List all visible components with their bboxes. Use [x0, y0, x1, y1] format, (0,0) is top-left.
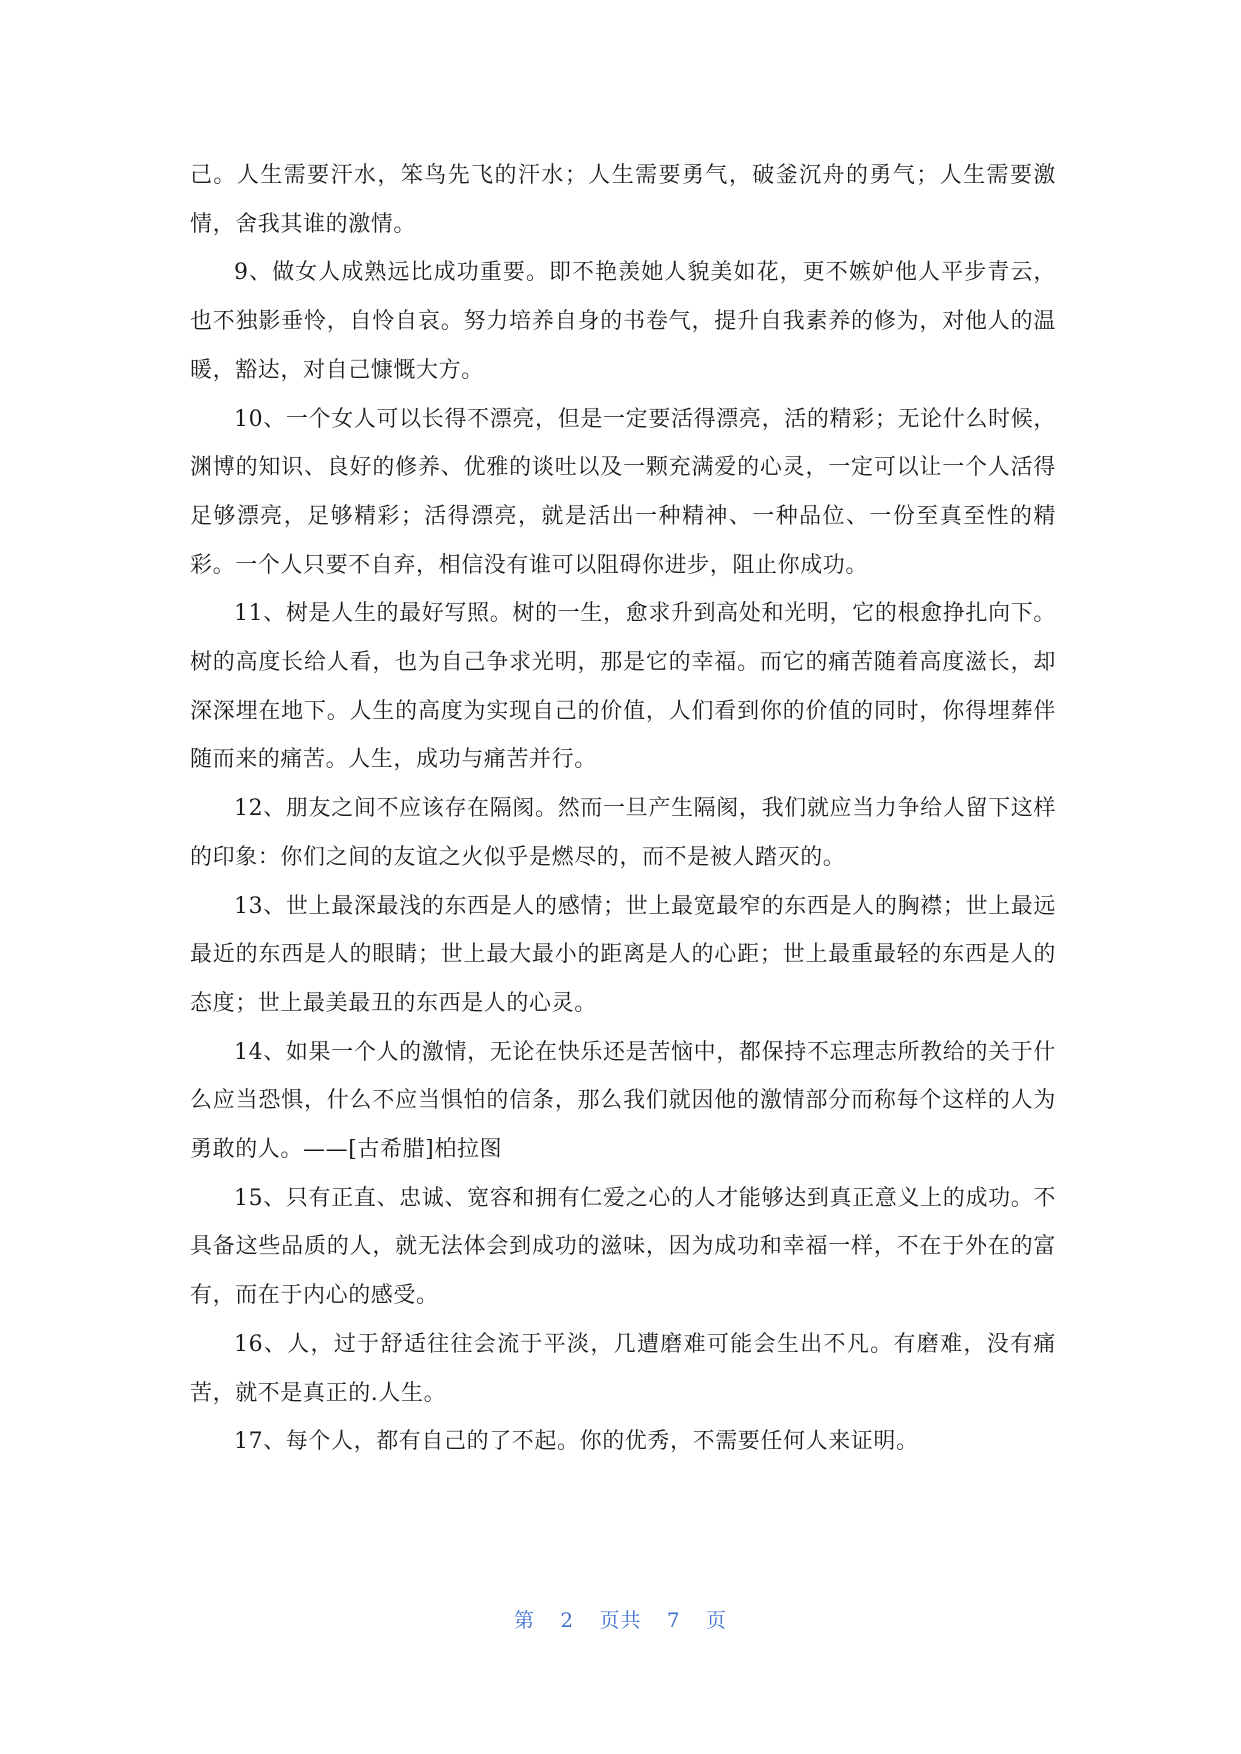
- footer-total-pages: 7: [666, 1608, 681, 1632]
- footer-prefix: 第: [514, 1608, 536, 1632]
- paragraph-11: 11、树是人生的最好写照。树的一生，愈求升到高处和光明，它的根愈挣扎向下。树的高度长给人看，也为自己争求光明，那是它的幸福。而它的痛苦随着高度滋长，却深深埋在地下。人生的高度为实现自己的价值，人们看到你的价值的同时，你得埋葬伴随而来的痛苦。人生，成功与痛苦并行。: [190, 601, 1056, 773]
- footer-middle: 页共: [599, 1608, 642, 1632]
- paragraph-10: 10、一个女人可以长得不漂亮，但是一定要活得漂亮，活的精彩；无论什么时候，渊博的知识、良好的修养、优雅的谈吐以及一颗充满爱的心灵，一定可以让一个人活得足够漂亮，足够精彩；活得漂亮，就是活出一种精神、一种品位、一份至真至性的精彩。一个人只要不自弃，相信没有谁可以阻碍你进步，阻止你成功。: [190, 406, 1056, 578]
- paragraph-12: 12、朋友之间不应该存在隔阂。然而一旦产生隔阂，我们就应当力争给人留下这样的印象：你们之间的友谊之火似乎是燃尽的，而不是被人踏灭的。: [190, 796, 1056, 870]
- paragraph-15: 15、只有正直、忠诚、宽容和拥有仁爱之心的人才能够达到真正意义上的成功。不具备这些品质的人，就无法体会到成功的滋味，因为成功和幸福一样，不在于外在的富有，而在于内心的感受。: [190, 1185, 1056, 1309]
- paragraph-17: 17、每个人，都有自己的了不起。你的优秀，不需要任何人来证明。: [234, 1429, 919, 1455]
- footer-current-page: 2: [560, 1608, 575, 1632]
- paragraph-16: 16、人，过于舒适往往会流于平淡，几遭磨难可能会生出不凡。有磨难，没有痛苦，就不是真正的.人生。: [190, 1331, 1056, 1406]
- paragraph-9: 9、做女人成熟远比成功重要。即不艳羡她人貌美如花，更不嫉妒他人平步青云，也不独影垂怜，自怜自哀。努力培养自身的书卷气，提升自我素养的修为，对他人的温暖，豁达，对自己慷慨大方。: [190, 260, 1056, 383]
- footer-suffix: 页: [705, 1608, 727, 1632]
- paragraph-continuation: 己。人生需要汗水，笨鸟先飞的汗水；人生需要勇气，破釜沉舟的勇气；人生需要激情，舍我其谁的激情。: [190, 163, 1056, 237]
- page-footer: [0, 1604, 1241, 1633]
- paragraph-14: 14、如果一个人的激情，无论在快乐还是苦恼中，都保持不忘理志所教给的关于什么应当恐惧，什么不应当惧怕的信条，那么我们就因他的激情部分而称每个这样的人为勇敢的人。——[古希腊]柏拉图: [190, 1039, 1056, 1163]
- paragraph-13: 13、世上最深最浅的东西是人的感情；世上最宽最窄的东西是人的胸襟；世上最远最近的东西是人的眼睛；世上最大最小的距离是人的心距；世上最重最轻的东西是人的态度；世上最美最丑的东西是人的心灵。: [190, 893, 1056, 1016]
- document-body: [190, 152, 1056, 1467]
